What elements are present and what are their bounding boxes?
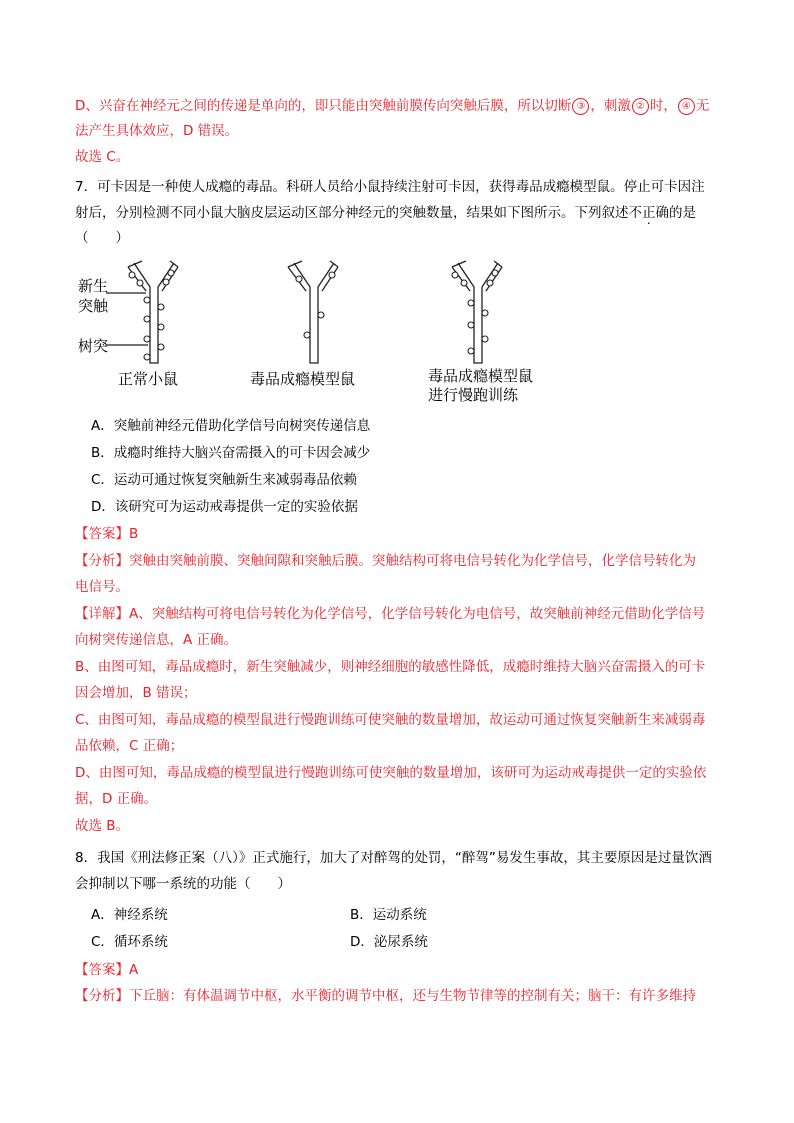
- spine: [158, 324, 164, 330]
- caption-exercised-mouse-1: 毒品成瘾模型鼠: [428, 367, 534, 385]
- q7-detail-c-line2: 品依赖，C 正确；: [75, 738, 184, 754]
- spine: [144, 316, 150, 322]
- q8-option-d: D．泌尿系统: [350, 934, 428, 950]
- q7-answer: 【答案】B: [75, 526, 139, 542]
- q7-option-d: D．该研究可为运动戒毒提供一定的实验依据: [91, 499, 358, 515]
- q7-stem-line2: 射后，分别检测不同小鼠大脑皮层运动区部分神经元的突触数量，结果如下图所示。下列叙述不正确的是: [75, 205, 696, 221]
- spine: [304, 332, 310, 338]
- spine: [163, 279, 169, 285]
- spine: [482, 336, 488, 342]
- prev-explanation-d: D、兴奋在神经元之间的传递是单向的，即只能由突触前膜传向突触后膜，所以切断 ③ ，刺激 ② 时， ④ 无: [75, 98, 710, 114]
- q7-choose: 故选 B。: [75, 818, 130, 834]
- prev-explanation-d-line2: 法产生具体效应，D 错误。: [75, 123, 239, 139]
- q7-option-a: A．突触前神经元借助化学信号向树突传递信息: [91, 418, 371, 434]
- spine: [158, 344, 164, 350]
- spine: [296, 276, 302, 282]
- spine: [137, 280, 143, 286]
- q7-detail-c-line1: C、由图可知，毒品成瘾的模型鼠进行慢跑训练可使突触的数量增加，故运动可通过恢复突触新生来减弱毒: [75, 712, 706, 728]
- q8-stem-line2: 会抑制以下哪一系统的功能（ ）: [75, 876, 291, 892]
- spine: [468, 348, 474, 354]
- q7-detail-d-line2: 据，D 正确。: [75, 791, 158, 807]
- spine: [461, 280, 467, 286]
- q8-analysis: 【分析】下丘脑：有体温调节中枢，水平衡的调节中枢，还与生物节律等的控制有关；脑干：有许多维持: [75, 988, 696, 1004]
- caption-normal-mouse: 正常小鼠: [118, 370, 179, 388]
- spine: [318, 312, 324, 318]
- q7-option-b: B．成瘾时维持大脑兴奋需摄入的可卡因会减少: [91, 445, 371, 461]
- q7-detail-b-line2: 因会增加，B 错误；: [75, 685, 197, 701]
- q7-detail-b-line1: B、由图可知，毒品成瘾时，新生突触减少，则神经细胞的敏感性降低，成瘾时维持大脑兴奋需摄入的可卡: [75, 659, 706, 675]
- q8-option-c: C．循环系统: [91, 934, 168, 950]
- spine: [487, 280, 493, 286]
- q8-option-b: B．运动系统: [350, 907, 427, 923]
- spine: [144, 354, 150, 360]
- spine: [144, 336, 150, 342]
- q8-stem-line1: 8．我国《刑法修正案（八）》正式施行，加大了对醉驾的处罚，“醉驾”易发生事故，其主要原因是过量饮酒: [75, 850, 712, 866]
- q7-option-c: C．运动可通过恢复突触新生来减弱毒品依赖: [91, 472, 357, 488]
- label-new-synapse-2: 突触: [78, 297, 109, 315]
- q7-detail-line1: 【详解】A、突触结构可将电信号转化为化学信号，化学信号转化为电信号，故突触前神经元借助化学信号: [75, 606, 706, 622]
- circled-4: ④: [678, 98, 695, 115]
- spine: [329, 272, 335, 278]
- spine: [492, 270, 498, 276]
- q7-analysis-line2: 电信号。: [75, 579, 129, 595]
- spine: [129, 272, 135, 278]
- q7-analysis-line1: 【分析】突触由突触前膜、突触间隙和突触后膜。突触结构可将电信号转化为化学信号，化学信号转化为: [75, 553, 696, 569]
- spine: [158, 304, 164, 310]
- spine: [168, 270, 174, 276]
- caption-addicted-mouse: 毒品成瘾模型鼠: [250, 370, 356, 388]
- label-dendrite: 树突: [78, 337, 109, 355]
- q8-option-a: A．神经系统: [91, 907, 168, 923]
- prev-choose: 故选 C。: [75, 149, 130, 165]
- spine: [468, 300, 474, 306]
- q8-answer: 【答案】A: [75, 962, 139, 978]
- spine: [482, 310, 488, 316]
- caption-exercised-mouse-2: 进行慢跑训练: [428, 386, 519, 404]
- spine: [452, 272, 458, 278]
- q7-stem-line3: （ ）: [75, 230, 129, 246]
- q7-detail-d-line1: D、由图可知，毒品成瘾的模型鼠进行慢跑训练可使突触的数量增加，该研可为运动戒毒提供一定的实验依: [75, 765, 707, 781]
- spine: [468, 322, 474, 328]
- q7-figure: [70, 255, 590, 410]
- q7-detail-line2: 向树突传递信息，A 正确。: [75, 632, 238, 648]
- circled-3: ③: [572, 98, 589, 115]
- q7-emphasis: 不正确: [628, 205, 669, 221]
- spine: [144, 297, 150, 303]
- circled-2: ②: [632, 98, 649, 115]
- q7-stem-line1: 7．可卡因是一种使人成瘾的毒品。科研人员给小鼠持续注射可卡因，获得毒品成瘾模型鼠。停止可卡因注: [75, 179, 705, 195]
- label-new-synapse-1: 新生: [78, 277, 109, 295]
